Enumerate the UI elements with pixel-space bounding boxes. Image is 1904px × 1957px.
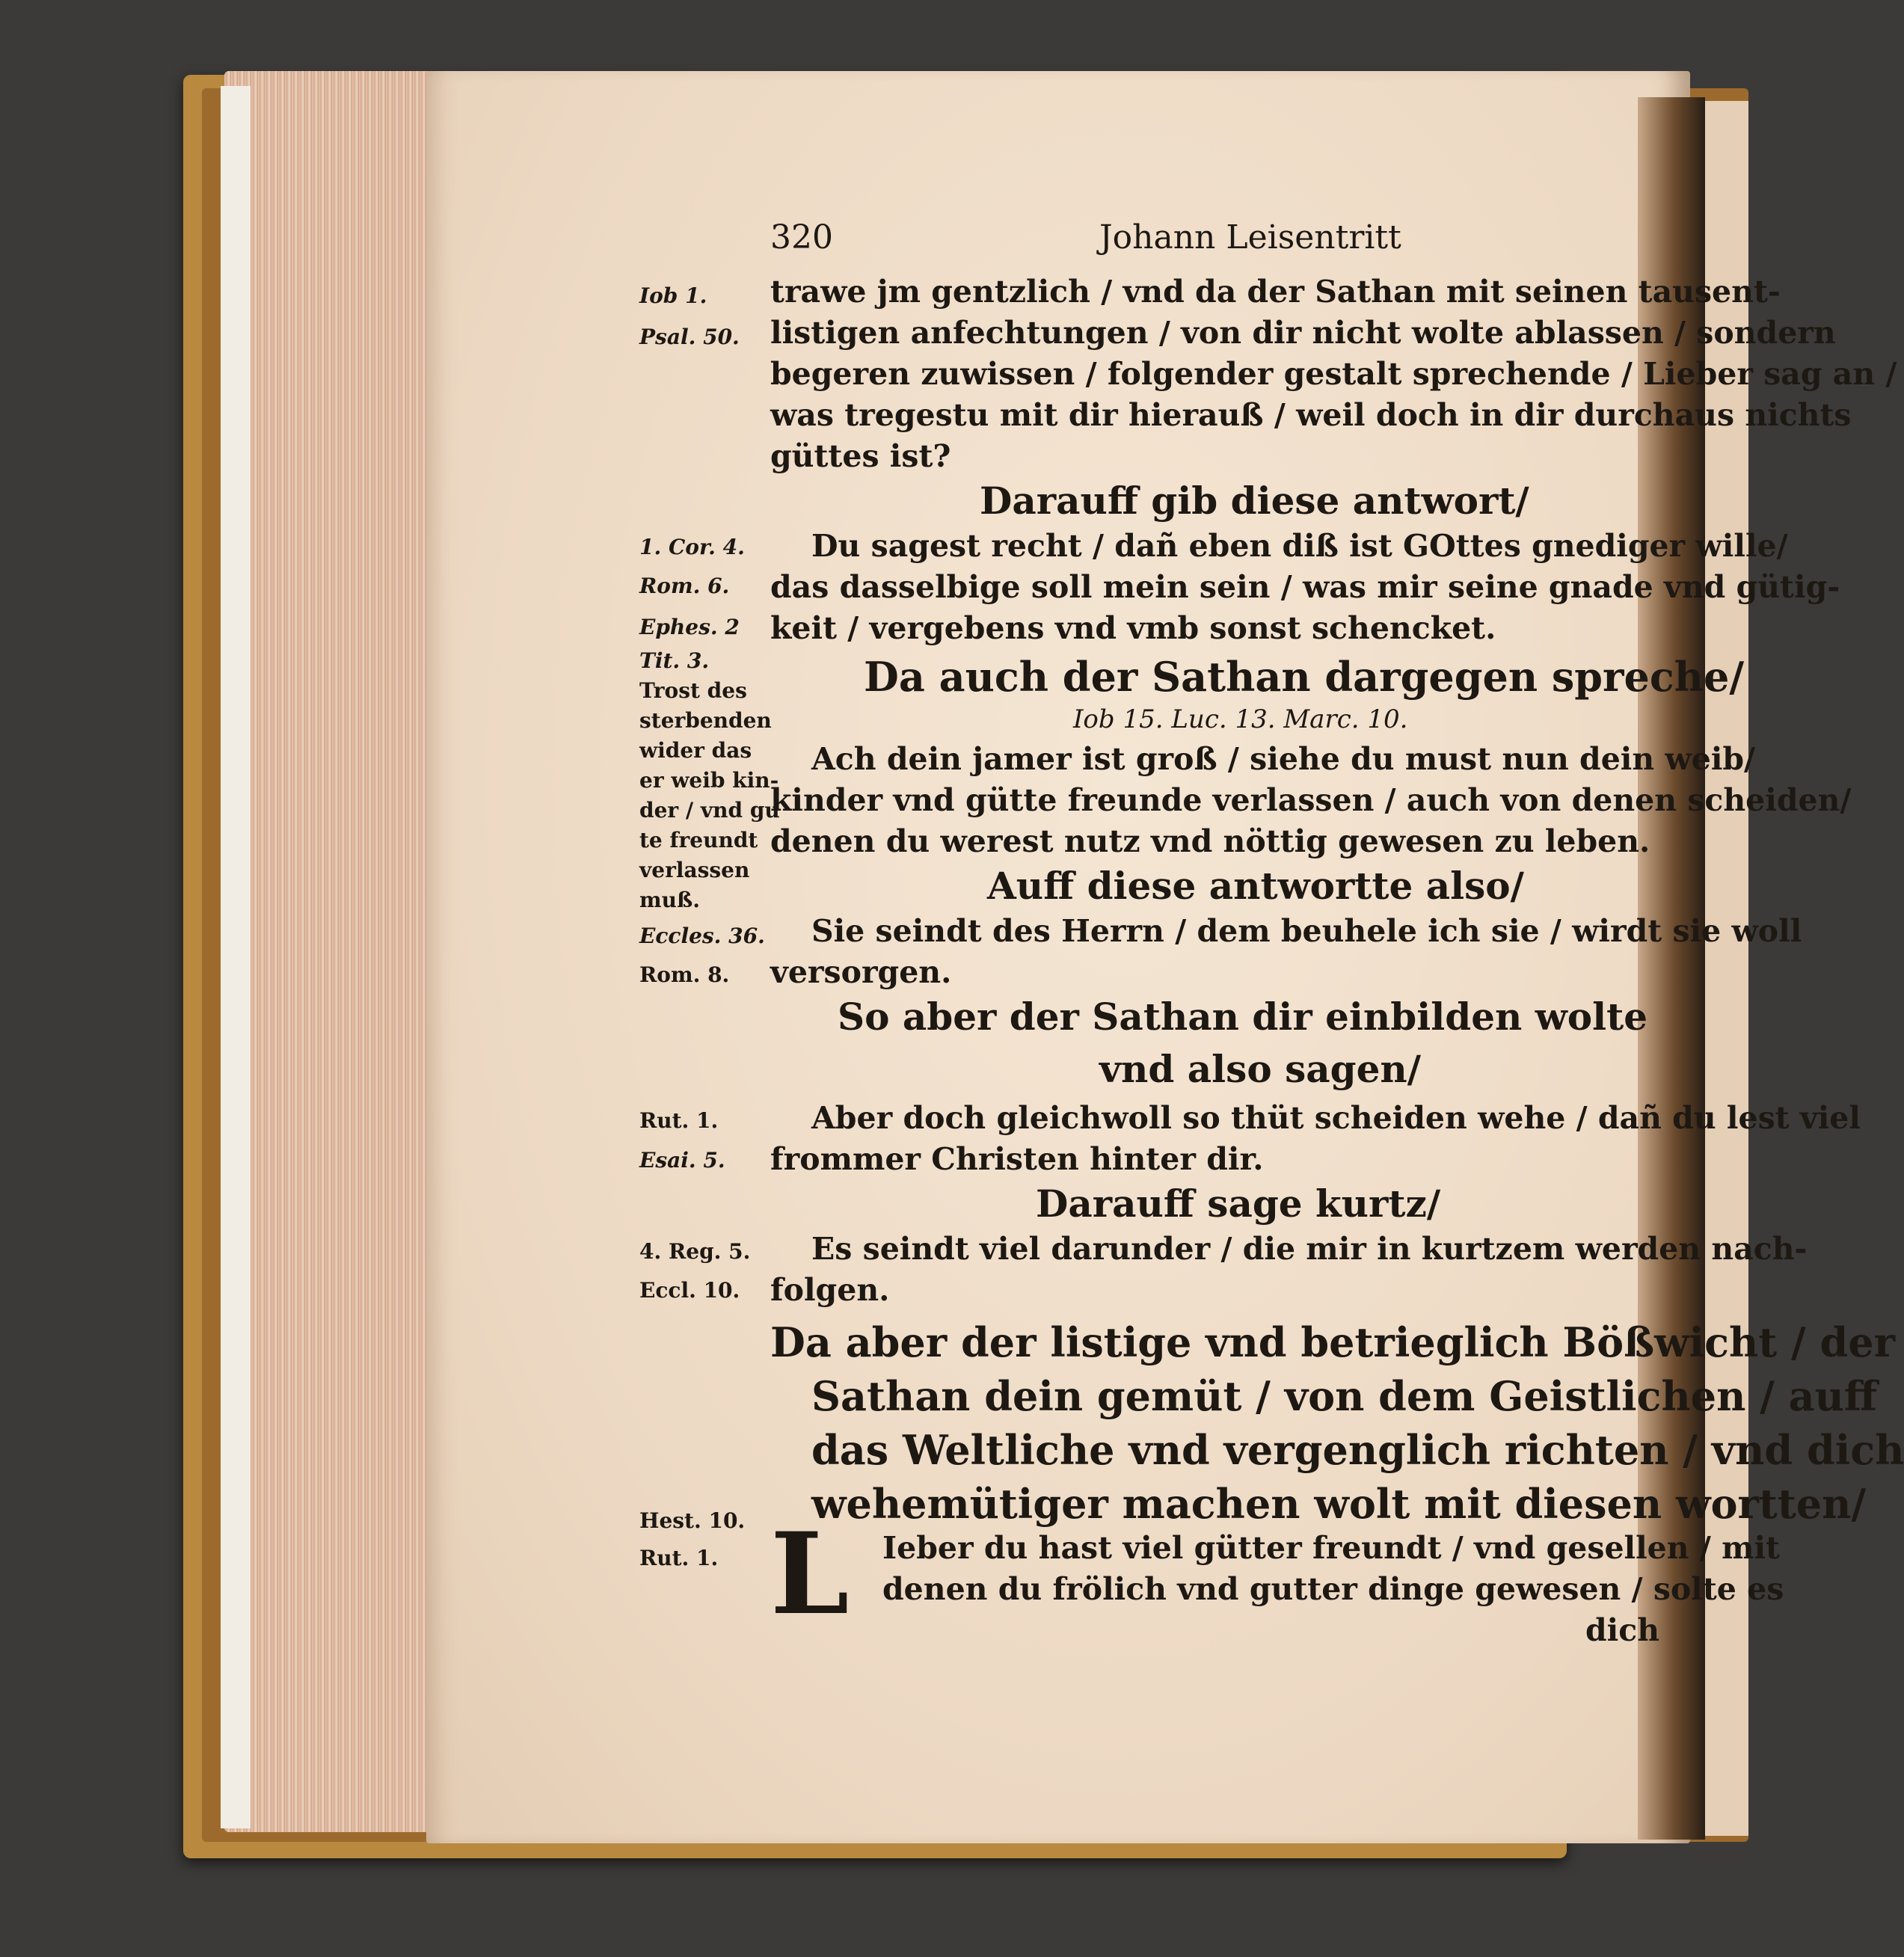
margin-note: Trost des [639, 678, 747, 703]
margin-note: Rom. 6. [639, 574, 730, 598]
margin-note: der / vnd gu [639, 798, 780, 823]
section-heading: Da auch der Sathan dargegen spreche/ [864, 653, 1745, 701]
decorated-initial: L [770, 1508, 850, 1640]
body-line: kinder vnd gütte freunde verlassen / auch von denen scheiden/ [770, 782, 1852, 818]
section-heading: Darauff gib diese antwort/ [980, 479, 1529, 523]
margin-note: Tit. 3. [639, 648, 710, 673]
margin-note: te freundt [639, 828, 758, 852]
margin-note: 4. Reg. 5. [639, 1239, 751, 1264]
body-line: keit / vergebens vnd vmb sonst schencket. [770, 610, 1496, 646]
body-line: Du sagest recht / dañ eben diß ist GOttes gnediger wille/ [811, 528, 1788, 564]
catchword: dich [1585, 1612, 1660, 1648]
section-heading: Auff diese antwortte also/ [987, 864, 1524, 908]
body-line: versorgen. [770, 954, 952, 990]
body-line: güttes ist? [770, 438, 951, 474]
body-line: Sie seindt des Herrn / dem beuhele ich sie / wirdt sie woll [811, 913, 1802, 949]
body-line: das dasselbige soll mein sein / was mir seine gnade vnd gütig- [770, 569, 1840, 605]
body-line: listigen anfechtungen / von dir nicht wolte ablassen / sondern [770, 315, 1836, 351]
body-line: Es seindt viel darunder / die mir in kurtzem werden nach- [811, 1231, 1808, 1267]
section-heading: Darauff sage kurtz/ [1036, 1182, 1441, 1226]
margin-note: verlassen [639, 858, 750, 882]
section-heading: das Weltliche vnd vergenglich richten / vnd dich [811, 1426, 1904, 1474]
margin-note: Rut. 1. [639, 1108, 719, 1133]
margin-note: Eccl. 10. [639, 1278, 740, 1303]
margin-note: Esai. 5. [639, 1148, 725, 1173]
section-heading: Da aber der listige vnd betrieglich Bößwicht / der [770, 1318, 1896, 1366]
body-line: trawe jm gentzlich / vnd da der Sathan mit seinen tausent- [770, 274, 1781, 310]
section-heading: wehemütiger machen wolt mit diesen wortten/ [811, 1480, 1867, 1528]
margin-note: Iob 1. [639, 283, 707, 308]
body-line: frommer Christen hinter dir. [770, 1141, 1264, 1177]
margin-note: Psal. 50. [639, 325, 740, 349]
section-heading: So aber der Sathan dir einbilden wolte [838, 995, 1648, 1039]
body-line: begeren zuwissen / folgender gestalt sprechende / Lieber sag an / [770, 356, 1897, 392]
page-edges [224, 71, 434, 1832]
margin-note: Ephes. 2 [639, 615, 740, 639]
margin-note: sterbenden [639, 708, 772, 733]
body-line: Ach dein jamer ist groß / siehe du must nun dein weib/ [811, 741, 1756, 777]
running-title: Johann Leisentritt [1099, 218, 1401, 256]
margin-note: Eccles. 36. [639, 924, 765, 948]
margin-note: Rom. 8. [639, 962, 730, 987]
section-heading: Sathan dein gemüt / von dem Geistlichen / auff [811, 1372, 1878, 1420]
margin-note: 1. Cor. 4. [639, 535, 745, 559]
body-line: denen du werest nutz vnd nöttig gewesen zu leben. [770, 823, 1650, 859]
body-line: was tregestu mit dir hierauß / weil doch in dir durchaus nichts [770, 397, 1852, 433]
body-line: folgen. [770, 1272, 890, 1308]
margin-note: wider das [639, 738, 752, 763]
body-line: Ieber du hast viel gütter freundt / vnd gesellen / mit [882, 1530, 1780, 1566]
endpaper-edge [221, 86, 251, 1828]
margin-note: er weib kin- [639, 768, 779, 793]
page-number: 320 [770, 218, 833, 256]
section-heading: vnd also sagen/ [1099, 1047, 1422, 1091]
margin-note: Rut. 1. [639, 1546, 719, 1570]
body-line: Aber doch gleichwoll so thüt scheiden wehe / dañ du lest viel [811, 1100, 1861, 1136]
margin-note: Hest. 10. [639, 1508, 746, 1533]
scripture-citation: Iob 15. Luc. 13. Marc. 10. [1073, 704, 1408, 734]
body-line: denen du frölich vnd gutter dinge gewesen / solte es [882, 1571, 1784, 1607]
margin-note: muß. [639, 888, 701, 912]
